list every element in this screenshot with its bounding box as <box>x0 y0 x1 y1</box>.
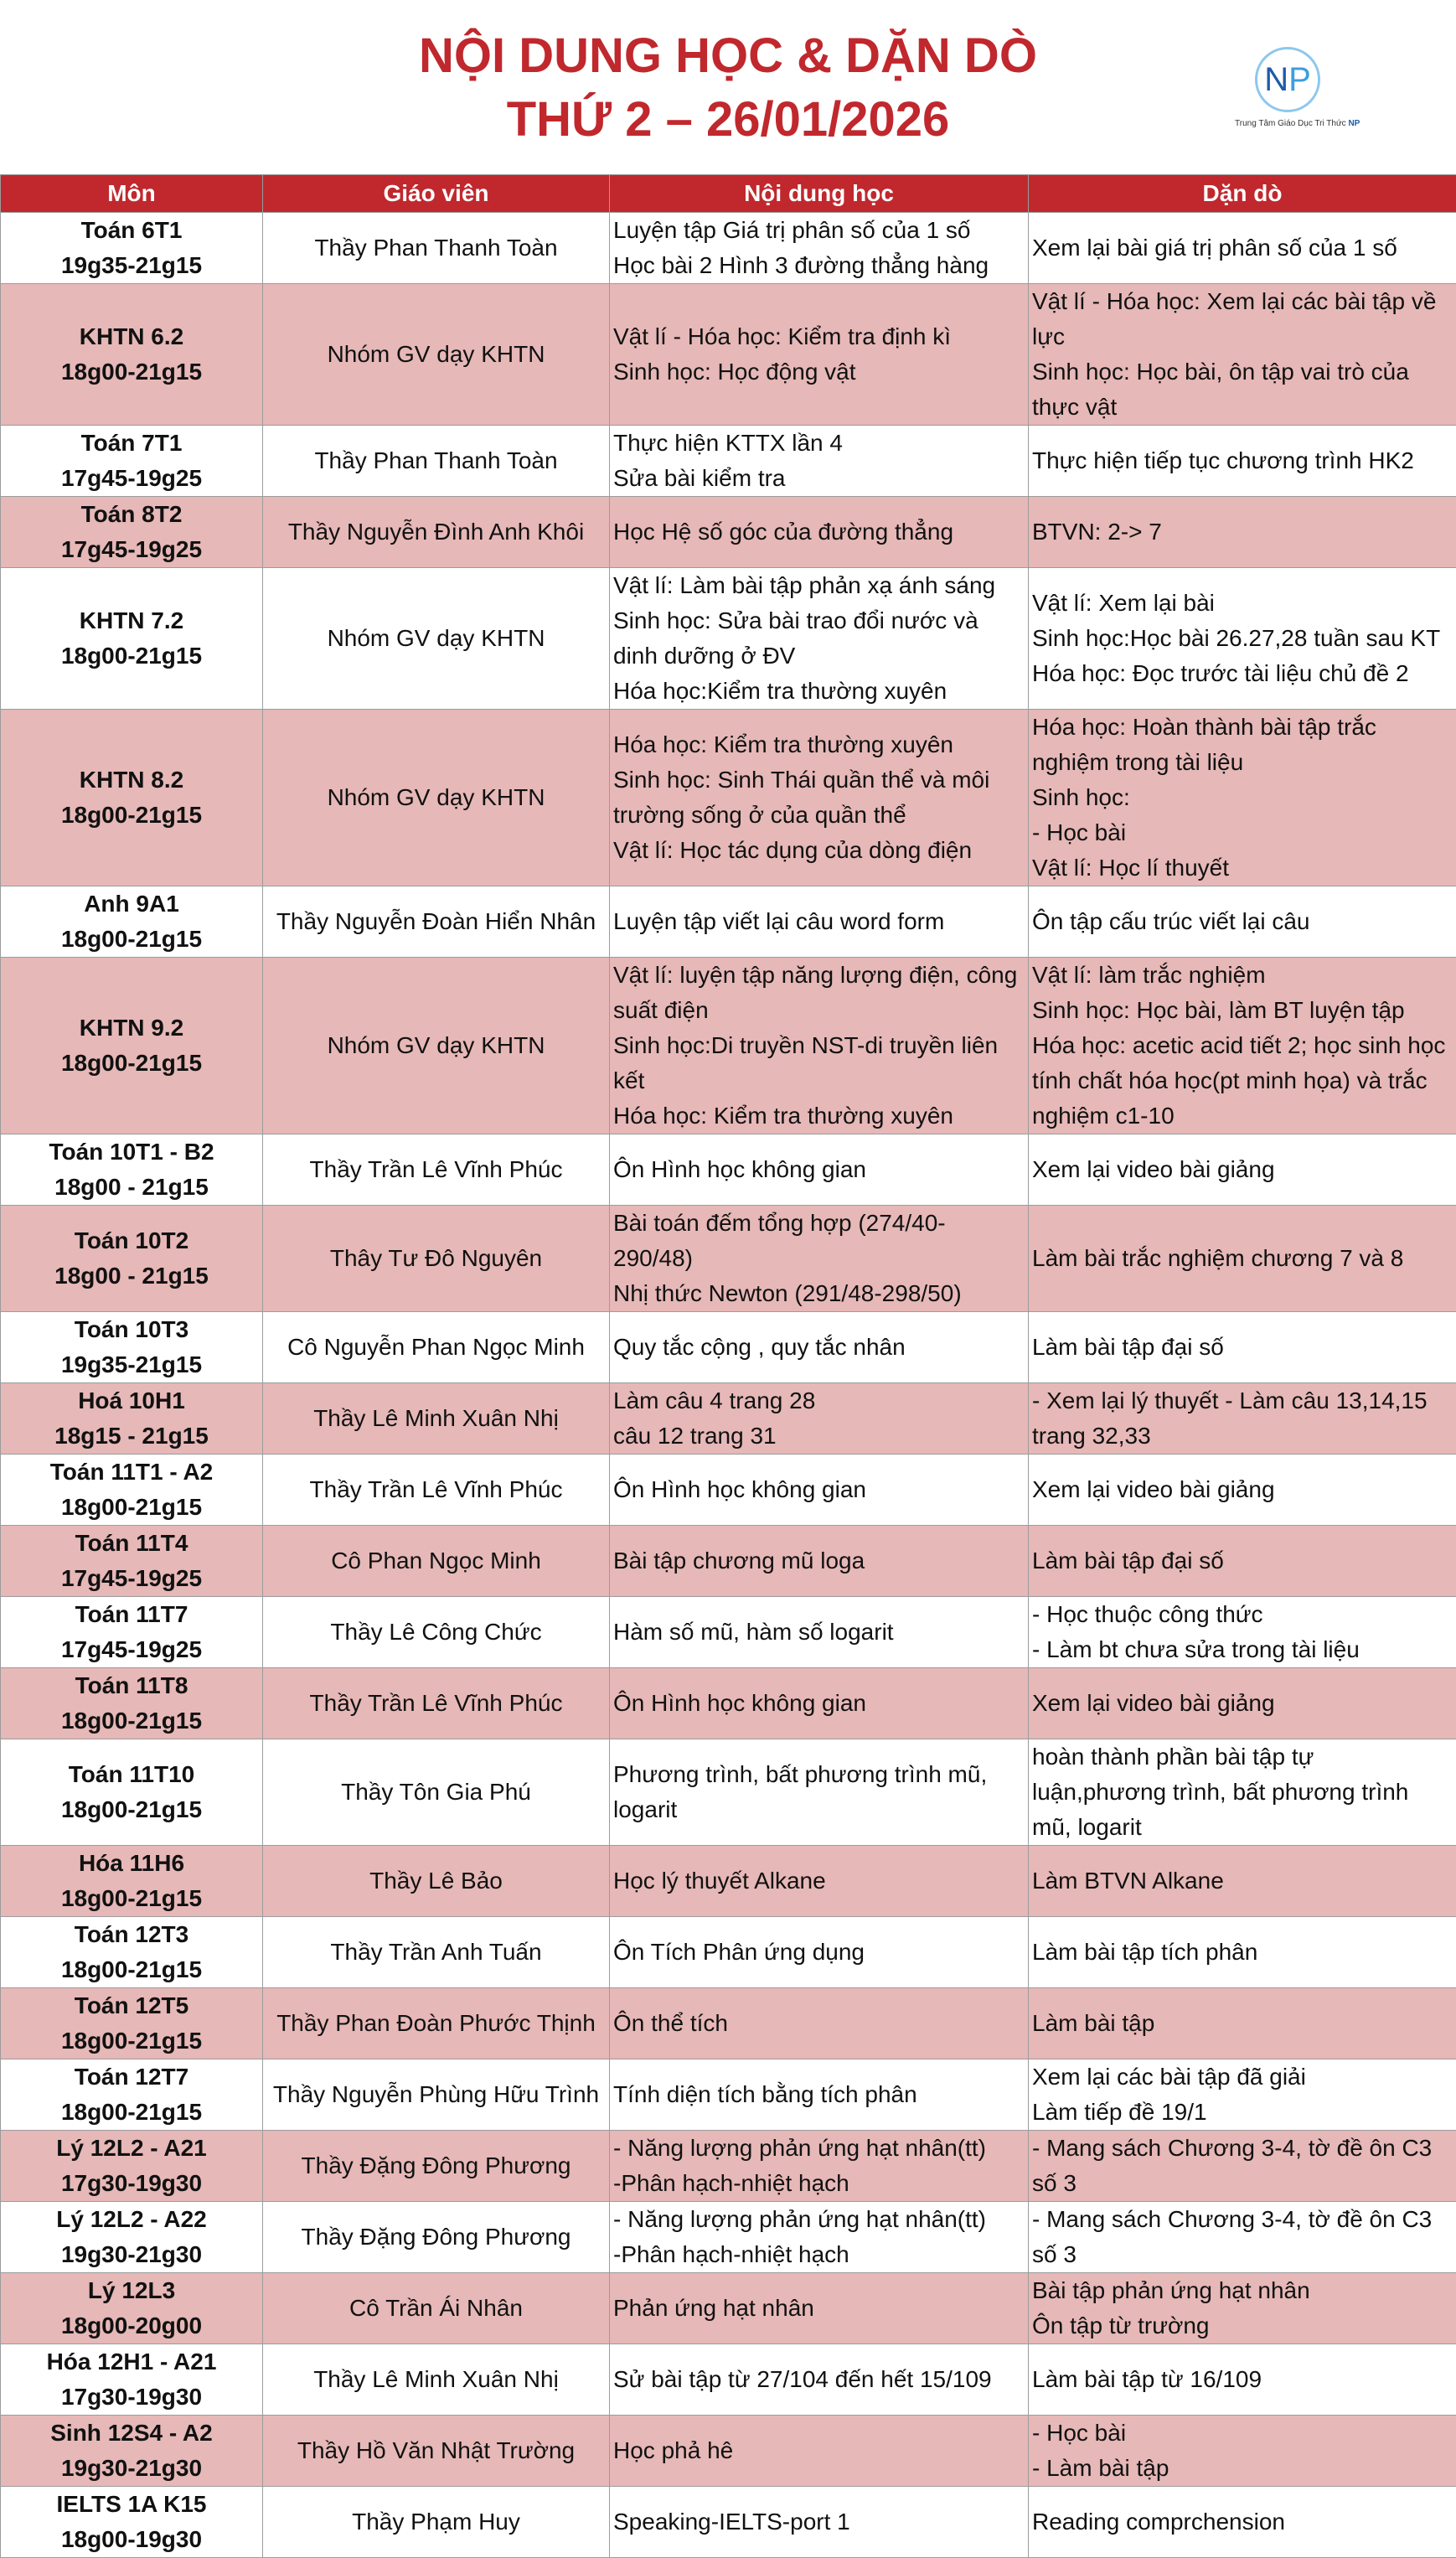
subject-cell: Toán 10T1 - B2 18g00 - 21g15 <box>1 1134 263 1206</box>
content-cell: Vật lí - Hóa học: Kiểm tra định kì Sinh học: Học động vật <box>610 284 1029 426</box>
column-header-content: Nội dung học <box>610 175 1029 213</box>
np-logo-caption: Trung Tâm Giáo Dục Tri Thức NP <box>1235 119 1360 128</box>
content-cell: Ôn thể tích <box>610 1988 1029 2059</box>
column-header-teacher: Giáo viên <box>263 175 610 213</box>
page-title: NỘI DUNG HỌC & DẶN DÒ <box>0 32 1456 80</box>
content-cell: Ôn Hình học không gian <box>610 1134 1029 1206</box>
table-row <box>1 2273 1456 2344</box>
homework-cell: Làm bài tập đại số <box>1029 1526 1456 1597</box>
table-row <box>1 568 1456 710</box>
teacher-cell: Thây Tư Đô Nguyên <box>263 1206 610 1312</box>
subject-cell: Toán 11T7 17g45-19g25 <box>1 1597 263 1668</box>
teacher-cell: Thầy Trần Lê Vĩnh Phúc <box>263 1668 610 1739</box>
table-row <box>1 1383 1456 1455</box>
homework-cell: Vật lí - Hóa học: Xem lại các bài tập về lực Sinh học: Học bài, ôn tập vai trò của thực vật <box>1029 284 1456 426</box>
teacher-cell: Thầy Nguyễn Phùng Hữu Trình <box>263 2059 610 2131</box>
content-cell: Ôn Tích Phân ứng dụng <box>610 1917 1029 1988</box>
table-body <box>1 213 1456 2558</box>
subject-cell: Toán 11T4 17g45-19g25 <box>1 1526 263 1597</box>
subject-cell: Lý 12L2 - A21 17g30-19g30 <box>1 2131 263 2202</box>
homework-cell: Vật lí: làm trắc nghiệm Sinh học: Học bài, làm BT luyện tập Hóa học: acetic acid tiết 2; học sinh học tính chất hóa học(pt minh họa) và trắc nghiệm c1-10 <box>1029 958 1456 1134</box>
content-cell: Vật lí: Làm bài tập phản xạ ánh sáng Sinh học: Sửa bài trao đổi nước và dinh dưỡng ở ĐV Hóa học:Kiểm tra thường xuyên <box>610 568 1029 710</box>
content-cell: Luyện tập Giá trị phân số của 1 số Học bài 2 Hình 3 đường thẳng hàng <box>610 213 1029 284</box>
subject-cell: Toán 12T3 18g00-21g15 <box>1 1917 263 1988</box>
content-cell: Hóa học: Kiểm tra thường xuyên Sinh học: Sinh Thái quần thể và môi trường sống ở của quần thể Vật lí: Học tác dụng của dòng điện <box>610 710 1029 886</box>
teacher-cell: Thầy Nguyễn Đình Anh Khôi <box>263 497 610 568</box>
table-row <box>1 2059 1456 2131</box>
teacher-cell: Thầy Hồ Văn Nhật Trường <box>263 2416 610 2487</box>
subject-cell: KHTN 8.2 18g00-21g15 <box>1 710 263 886</box>
content-cell: - Năng lượng phản ứng hạt nhân(tt) -Phân hạch-nhiệt hạch <box>610 2131 1029 2202</box>
table-row <box>1 2344 1456 2416</box>
content-cell: Ôn Hình học không gian <box>610 1668 1029 1739</box>
teacher-cell: Thầy Nguyễn Đoàn Hiển Nhân <box>263 886 610 958</box>
homework-cell: Xem lại video bài giảng <box>1029 1134 1456 1206</box>
np-logo <box>1235 47 1352 139</box>
teacher-cell: Thầy Tôn Gia Phú <box>263 1739 610 1846</box>
content-cell: Bài toán đếm tổng hợp (274/40-290/48) Nhị thức Newton (291/48-298/50) <box>610 1206 1029 1312</box>
content-cell: Speaking-IELTS-port 1 <box>610 2487 1029 2558</box>
content-cell: Tính diện tích bằng tích phân <box>610 2059 1029 2131</box>
content-cell: Bài tập chương mũ loga <box>610 1526 1029 1597</box>
teacher-cell: Thầy Lê Công Chức <box>263 1597 610 1668</box>
table-row <box>1 1988 1456 2059</box>
subject-cell: Toán 10T3 19g35-21g15 <box>1 1312 263 1383</box>
table-row <box>1 1134 1456 1206</box>
homework-cell: BTVN: 2-> 7 <box>1029 497 1456 568</box>
homework-cell: hoàn thành phần bài tập tự luận,phương trình, bất phương trình mũ, logarit <box>1029 1739 1456 1846</box>
content-cell: Học Hệ số góc của đường thẳng <box>610 497 1029 568</box>
teacher-cell: Thầy Đặng Đông Phương <box>263 2202 610 2273</box>
np-logo-mark: NP <box>1255 47 1320 112</box>
homework-cell: Ôn tập cấu trúc viết lại câu <box>1029 886 1456 958</box>
teacher-cell: Thầy Lê Minh Xuân Nhị <box>263 1383 610 1455</box>
table-row <box>1 886 1456 958</box>
table-row <box>1 284 1456 426</box>
subject-cell: Sinh 12S4 - A2 19g30-21g30 <box>1 2416 263 2487</box>
table-header-row <box>1 175 1456 213</box>
table-row <box>1 1739 1456 1846</box>
teacher-cell: Nhóm GV dạy KHTN <box>263 568 610 710</box>
homework-cell: - Mang sách Chương 3-4, tờ đề ôn C3 số 3 <box>1029 2202 1456 2273</box>
homework-cell: Vật lí: Xem lại bài Sinh học:Học bài 26.27,28 tuần sau KT Hóa học: Đọc trước tài liệu chủ đề 2 <box>1029 568 1456 710</box>
homework-cell: Xem lại bài giá trị phân số của 1 số <box>1029 213 1456 284</box>
table-row <box>1 1668 1456 1739</box>
subject-cell: Toán 11T1 - A2 18g00-21g15 <box>1 1455 263 1526</box>
table-row <box>1 710 1456 886</box>
subject-cell: KHTN 7.2 18g00-21g15 <box>1 568 263 710</box>
subject-cell: Toán 12T5 18g00-21g15 <box>1 1988 263 2059</box>
content-cell: Thực hiện KTTX lần 4 Sửa bài kiểm tra <box>610 426 1029 497</box>
homework-cell: Reading comprchension <box>1029 2487 1456 2558</box>
table-row <box>1 497 1456 568</box>
subject-cell: Toán 11T8 18g00-21g15 <box>1 1668 263 1739</box>
table-row <box>1 2416 1456 2487</box>
subject-cell: Hoá 10H1 18g15 - 21g15 <box>1 1383 263 1455</box>
homework-cell: - Xem lại lý thuyết - Làm câu 13,14,15 trang 32,33 <box>1029 1383 1456 1455</box>
table-row <box>1 958 1456 1134</box>
table-row <box>1 1597 1456 1668</box>
table-row <box>1 426 1456 497</box>
subject-cell: Hóa 12H1 - A21 17g30-19g30 <box>1 2344 263 2416</box>
table-row <box>1 1206 1456 1312</box>
homework-cell: - Học bài - Làm bài tập <box>1029 2416 1456 2487</box>
homework-cell: Làm bài tập từ 16/109 <box>1029 2344 1456 2416</box>
content-cell: Học phả hê <box>610 2416 1029 2487</box>
page-date-title: THỨ 2 – 26/01/2026 <box>0 96 1456 144</box>
content-cell: Phương trình, bất phương trình mũ, logarit <box>610 1739 1029 1846</box>
homework-cell: Làm BTVN Alkane <box>1029 1846 1456 1917</box>
subject-cell: Lý 12L3 18g00-20g00 <box>1 2273 263 2344</box>
subject-cell: Toán 7T1 17g45-19g25 <box>1 426 263 497</box>
table-row <box>1 1846 1456 1917</box>
homework-cell: Làm bài tập đại số <box>1029 1312 1456 1383</box>
homework-cell: Xem lại các bài tập đã giải Làm tiếp đề 19/1 <box>1029 2059 1456 2131</box>
subject-cell: Toán 8T2 17g45-19g25 <box>1 497 263 568</box>
content-cell: Phản ứng hạt nhân <box>610 2273 1029 2344</box>
teacher-cell: Thầy Phạm Huy <box>263 2487 610 2558</box>
homework-cell: Bài tập phản ứng hạt nhân Ôn tập từ trường <box>1029 2273 1456 2344</box>
teacher-cell: Nhóm GV dạy KHTN <box>263 284 610 426</box>
subject-cell: Anh 9A1 18g00-21g15 <box>1 886 263 958</box>
content-cell: Hàm số mũ, hàm số logarit <box>610 1597 1029 1668</box>
teacher-cell: Cô Trần Ái Nhân <box>263 2273 610 2344</box>
subject-cell: IELTS 1A K15 18g00-19g30 <box>1 2487 263 2558</box>
subject-cell: Toán 10T2 18g00 - 21g15 <box>1 1206 263 1312</box>
homework-cell: Hóa học: Hoàn thành bài tập trắc nghiệm trong tài liệu Sinh học: - Học bài Vật lí: Học lí thuyết <box>1029 710 1456 886</box>
subject-cell: KHTN 6.2 18g00-21g15 <box>1 284 263 426</box>
schedule-table <box>0 174 1456 2558</box>
homework-cell: Xem lại video bài giảng <box>1029 1668 1456 1739</box>
subject-cell: Toán 11T10 18g00-21g15 <box>1 1739 263 1846</box>
table-row <box>1 1917 1456 1988</box>
column-header-homework: Dặn dò <box>1029 175 1456 213</box>
content-cell: Vật lí: luyện tập năng lượng điện, công suất điện Sinh học:Di truyền NST-di truyền liên kết Hóa học: Kiểm tra thường xuyên <box>610 958 1029 1134</box>
teacher-cell: Thầy Lê Minh Xuân Nhị <box>263 2344 610 2416</box>
homework-cell: Làm bài trắc nghiệm chương 7 và 8 <box>1029 1206 1456 1312</box>
table-row <box>1 213 1456 284</box>
homework-cell: - Mang sách Chương 3-4, tờ đề ôn C3 số 3 <box>1029 2131 1456 2202</box>
teacher-cell: Nhóm GV dạy KHTN <box>263 710 610 886</box>
homework-cell: Thực hiện tiếp tục chương trình HK2 <box>1029 426 1456 497</box>
content-cell: - Năng lượng phản ứng hạt nhân(tt) -Phân hạch-nhiệt hạch <box>610 2202 1029 2273</box>
teacher-cell: Thầy Lê Bảo <box>263 1846 610 1917</box>
teacher-cell: Thầy Phan Đoàn Phước Thịnh <box>263 1988 610 2059</box>
homework-cell: Làm bài tập <box>1029 1988 1456 2059</box>
teacher-cell: Thầy Trần Lê Vĩnh Phúc <box>263 1455 610 1526</box>
teacher-cell: Thầy Đặng Đông Phương <box>263 2131 610 2202</box>
subject-cell: Lý 12L2 - A22 19g30-21g30 <box>1 2202 263 2273</box>
column-header-subject: Môn <box>1 175 263 213</box>
content-cell: Luyện tập viết lại câu word form <box>610 886 1029 958</box>
teacher-cell: Nhóm GV dạy KHTN <box>263 958 610 1134</box>
table-row <box>1 1526 1456 1597</box>
homework-cell: Làm bài tập tích phân <box>1029 1917 1456 1988</box>
teacher-cell: Thầy Phan Thanh Toàn <box>263 426 610 497</box>
teacher-cell: Thầy Phan Thanh Toàn <box>263 213 610 284</box>
subject-cell: Hóa 11H6 18g00-21g15 <box>1 1846 263 1917</box>
subject-cell: Toán 12T7 18g00-21g15 <box>1 2059 263 2131</box>
teacher-cell: Cô Phan Ngọc Minh <box>263 1526 610 1597</box>
content-cell: Sử bài tập từ 27/104 đến hết 15/109 <box>610 2344 1029 2416</box>
table-row <box>1 1455 1456 1526</box>
teacher-cell: Thầy Trần Lê Vĩnh Phúc <box>263 1134 610 1206</box>
content-cell: Làm câu 4 trang 28 câu 12 trang 31 <box>610 1383 1029 1455</box>
table-row <box>1 2487 1456 2558</box>
table-row <box>1 2131 1456 2202</box>
content-cell: Học lý thuyết Alkane <box>610 1846 1029 1917</box>
subject-cell: KHTN 9.2 18g00-21g15 <box>1 958 263 1134</box>
homework-cell: - Học thuộc công thức - Làm bt chưa sửa trong tài liệu <box>1029 1597 1456 1668</box>
table-row <box>1 2202 1456 2273</box>
teacher-cell: Cô Nguyễn Phan Ngọc Minh <box>263 1312 610 1383</box>
page-header <box>0 0 1456 173</box>
teacher-cell: Thầy Trần Anh Tuấn <box>263 1917 610 1988</box>
content-cell: Quy tắc cộng , quy tắc nhân <box>610 1312 1029 1383</box>
homework-cell: Xem lại video bài giảng <box>1029 1455 1456 1526</box>
table-row <box>1 1312 1456 1383</box>
subject-cell: Toán 6T1 19g35-21g15 <box>1 213 263 284</box>
content-cell: Ôn Hình học không gian <box>610 1455 1029 1526</box>
